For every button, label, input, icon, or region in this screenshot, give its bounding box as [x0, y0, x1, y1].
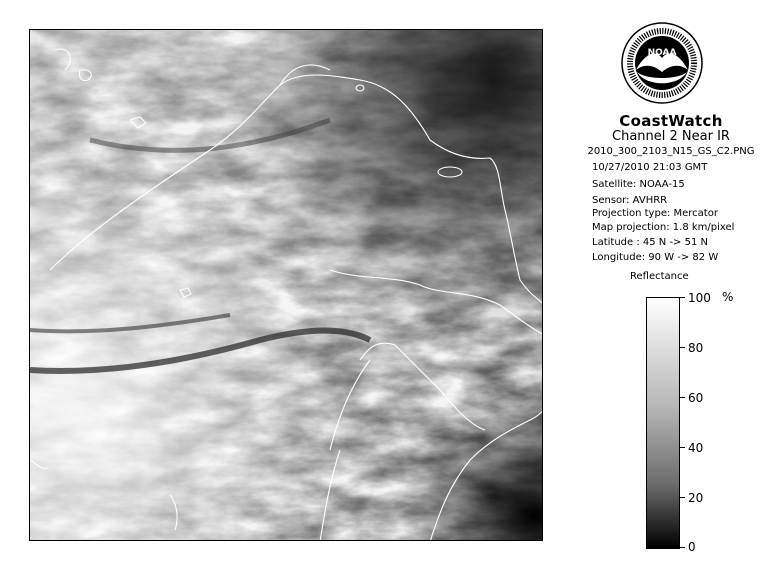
colorbar-tick-label: 100 — [688, 291, 711, 305]
noaa-logo-icon — [621, 22, 703, 104]
latitude-label: Latitude : 45 N -> 51 N — [592, 237, 708, 248]
date-time: 10/27/2010 21:03 GMT — [592, 162, 708, 173]
colorbar-tick-label: 40 — [688, 441, 704, 455]
logo-text: NOAA — [647, 48, 677, 58]
colorbar-tick-label: 20 — [688, 491, 704, 505]
colorbar-tick-label: 60 — [688, 391, 704, 405]
map-projection-label: Map projection: 1.8 km/pixel — [592, 222, 735, 233]
colorbar-tick — [680, 347, 685, 348]
colorbar-tick — [680, 397, 685, 398]
satellite-label: Satellite: NOAA-15 — [592, 179, 685, 190]
longitude-label: Longitude: 90 W -> 82 W — [592, 252, 719, 263]
colorbar-unit: % — [722, 290, 734, 304]
brand-title: CoastWatch — [619, 112, 723, 130]
channel-label: Channel 2 Near IR — [612, 129, 730, 144]
colorbar-tick-label: 0 — [688, 540, 696, 554]
satellite-image — [29, 29, 543, 541]
colorbar-title: Reflectance — [630, 271, 689, 282]
colorbar-tick — [680, 497, 685, 498]
projection-type-label: Projection type: Mercator — [592, 208, 718, 219]
colorbar — [646, 297, 680, 549]
colorbar-tick-label: 80 — [688, 341, 704, 355]
filename-label: 2010_300_2103_N15_GS_C2.PNG — [587, 146, 755, 157]
noaa-logo — [621, 22, 703, 104]
sensor-label: Sensor: AVHRR — [592, 195, 668, 206]
colorbar-tick — [680, 297, 685, 298]
colorbar-tick — [680, 447, 685, 448]
colorbar-tick — [680, 547, 685, 548]
cloud-imagery — [30, 30, 543, 541]
